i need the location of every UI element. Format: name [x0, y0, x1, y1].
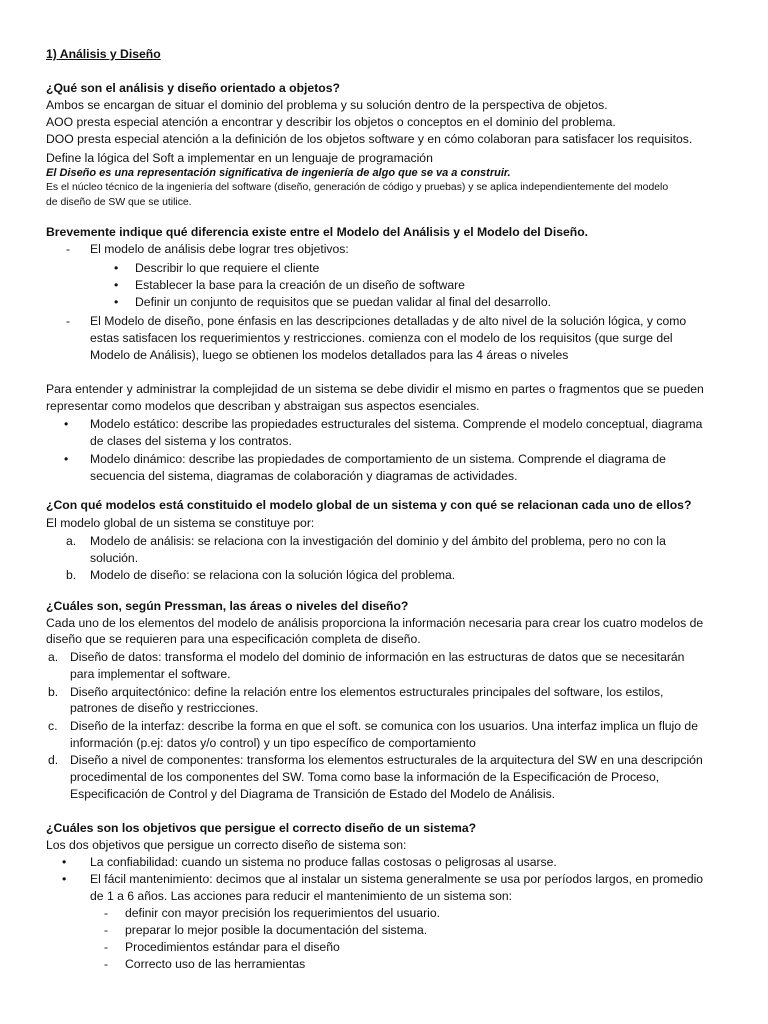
list-item: Diseño de la interfaz: describe la forma en que el soft. se comunica con los usuarios. Una interfaz implica un flujo de — [70, 719, 698, 733]
list-item: Modelo de diseño: se relaciona con la solución lógica del problema. — [90, 568, 456, 582]
list-item: El fácil mantenimiento: decimos que al instalar un sistema generalmente se usa por períodos largos, en promedio — [90, 872, 704, 886]
paragraph-line: DOO presta especial atención a la definición de los objetos software y en cómo colaboran para satisfacer los requisitos. — [46, 132, 693, 146]
list-item: preparar lo mejor posible la documentación del sistema. — [125, 923, 428, 937]
dash-marker: - — [66, 242, 71, 256]
list-item-continuation: estas satisfacen los requerimientos y restricciones. comienza con el modelo de los requisitos (que surge del — [90, 331, 673, 345]
dash-marker: - — [104, 940, 109, 954]
list-item-continuation: solución. — [90, 551, 139, 565]
bullet-marker: • — [114, 261, 119, 275]
paragraph-line: Es el núcleo técnico de la ingeniería del software (diseño, generación de código y pruebas) y se aplica independientemente del modelo — [46, 182, 669, 193]
list-marker: b. — [66, 568, 77, 582]
list-item: Establecer la base para la creación de un diseño de software — [135, 278, 465, 292]
list-item: Definir un conjunto de requisitos que se puedan validar al final del desarrollo. — [135, 295, 551, 309]
list-item: Modelo dinámico: describe las propiedades de comportamiento de un sistema. Comprende el diagrama de — [90, 452, 666, 466]
bullet-marker: • — [62, 872, 67, 886]
question-heading: ¿Qué son el análisis y diseño orientado a objetos? — [46, 81, 340, 95]
paragraph-line: AOO presta especial atención a encontrar y describir los objetos o conceptos en el dominio del problema. — [46, 115, 616, 129]
paragraph-line: diseño que se requieren para una especificación completa de diseño. — [46, 632, 421, 646]
dash-marker: - — [104, 957, 109, 971]
list-marker: b. — [48, 685, 59, 699]
list-item-continuation: secuencia del sistema, diagramas de colaboración y diagramas de actividades. — [90, 469, 518, 483]
bullet-marker: • — [64, 452, 69, 466]
paragraph-line: El modelo global de un sistema se constituye por: — [46, 516, 315, 530]
paragraph-line: Para entender y administrar la complejidad de un sistema se debe dividir el mismo en partes o fragmentos que se pueden — [46, 382, 704, 396]
emphasis-line: El Diseño es una representación significativa de ingeniería de algo que se va a construir. — [46, 167, 511, 179]
paragraph-line: representar como modelos que describan y abstraigan sus aspectos esenciales. — [46, 399, 480, 413]
list-marker: c. — [48, 719, 58, 733]
list-marker: a. — [48, 650, 59, 664]
question-heading: ¿Cuáles son, según Pressman, las áreas o niveles del diseño? — [46, 599, 409, 613]
dash-marker: - — [66, 314, 71, 328]
paragraph-line: de diseño de SW que se utilice. — [46, 197, 192, 208]
question-heading: ¿Cuáles son los objetivos que persigue el correcto diseño de un sistema? — [46, 821, 477, 835]
list-item-continuation: información (p.ej: datos y/o control) y un tipo específico de comportamiento — [70, 736, 476, 750]
list-item-continuation: de 1 a 6 años. Las acciones para reducir el mantenimiento de un sistema son: — [90, 889, 513, 903]
list-item: El Modelo de diseño, pone énfasis en las descripciones detalladas y de alto nivel de la solución lógica, y como — [90, 314, 687, 328]
dash-marker: - — [104, 906, 109, 920]
list-marker: d. — [48, 753, 59, 767]
paragraph-line: Cada uno de los elementos del modelo de análisis proporciona la información necesaria para crear los cuatro modelos de — [46, 616, 704, 630]
list-item: La confiabilidad: cuando un sistema no produce fallas costosas o peligrosas al usarse. — [90, 855, 557, 869]
list-item: Diseño arquitectónico: define la relación entre los elementos estructurales principales del software, los estilos, — [70, 685, 664, 699]
paragraph-line: Los dos objetivos que persigue un correcto diseño de sistema son: — [46, 838, 407, 852]
list-item: Describir lo que requiere el cliente — [135, 261, 320, 275]
bullet-marker: • — [64, 417, 69, 431]
question-heading: Brevemente indique qué diferencia existe entre el Modelo del Análisis y el Modelo del Diseño. — [46, 225, 589, 239]
list-item: Diseño a nivel de componentes: transforma los elementos estructurales de la arquitectura del SW en una descripción — [70, 753, 703, 767]
bullet-marker: • — [114, 295, 119, 309]
list-item-continuation: Modelo de Análisis), luego se obtienen los modelos detallados para las 4 áreas o niveles — [90, 348, 569, 362]
list-marker: a. — [66, 534, 77, 548]
list-item: Correcto uso de las herramientas — [125, 957, 306, 971]
paragraph-line: Define la lógica del Soft a implementar en un lenguaje de programación — [46, 151, 433, 165]
bullet-marker: • — [114, 278, 119, 292]
bullet-marker: • — [62, 855, 67, 869]
list-item: definir con mayor precisión los requerimientos del usuario. — [125, 906, 440, 920]
list-item: Diseño de datos: transforma el modelo del dominio de información en las estructuras de datos que se necesitarán — [70, 650, 685, 664]
list-item: Modelo estático: describe las propiedades estructurales del sistema. Comprende el modelo conceptual, diagrama — [90, 417, 703, 431]
list-item-continuation: de clases del sistema y los contratos. — [90, 434, 292, 448]
paragraph-line: Ambos se encargan de situar el dominio del problema y su solución dentro de la perspectiva de objetos. — [46, 98, 608, 112]
document-title: 1) Análisis y Diseño — [46, 47, 161, 61]
list-item-continuation: para implementar el software. — [70, 667, 231, 681]
list-item-continuation: Especificación de Control y del Diagrama de Transición de Estado del Modelo de Análisis. — [70, 787, 556, 801]
dash-marker: - — [104, 923, 109, 937]
list-item-continuation: patrones de diseño y restricciones. — [70, 701, 259, 715]
list-item: El modelo de análisis debe lograr tres objetivos: — [90, 242, 349, 256]
list-item-continuation: procedimental de los componentes del SW. Toma como base la información de la Especificación de Proceso, — [70, 770, 660, 784]
question-heading: ¿Con qué modelos está constituido el modelo global de un sistema y con qué se relacionan cada uno de ellos? — [46, 498, 692, 512]
list-item: Modelo de análisis: se relaciona con la investigación del dominio y del ámbito del problema, pero no con la — [90, 534, 666, 548]
list-item: Procedimientos estándar para el diseño — [125, 940, 340, 954]
